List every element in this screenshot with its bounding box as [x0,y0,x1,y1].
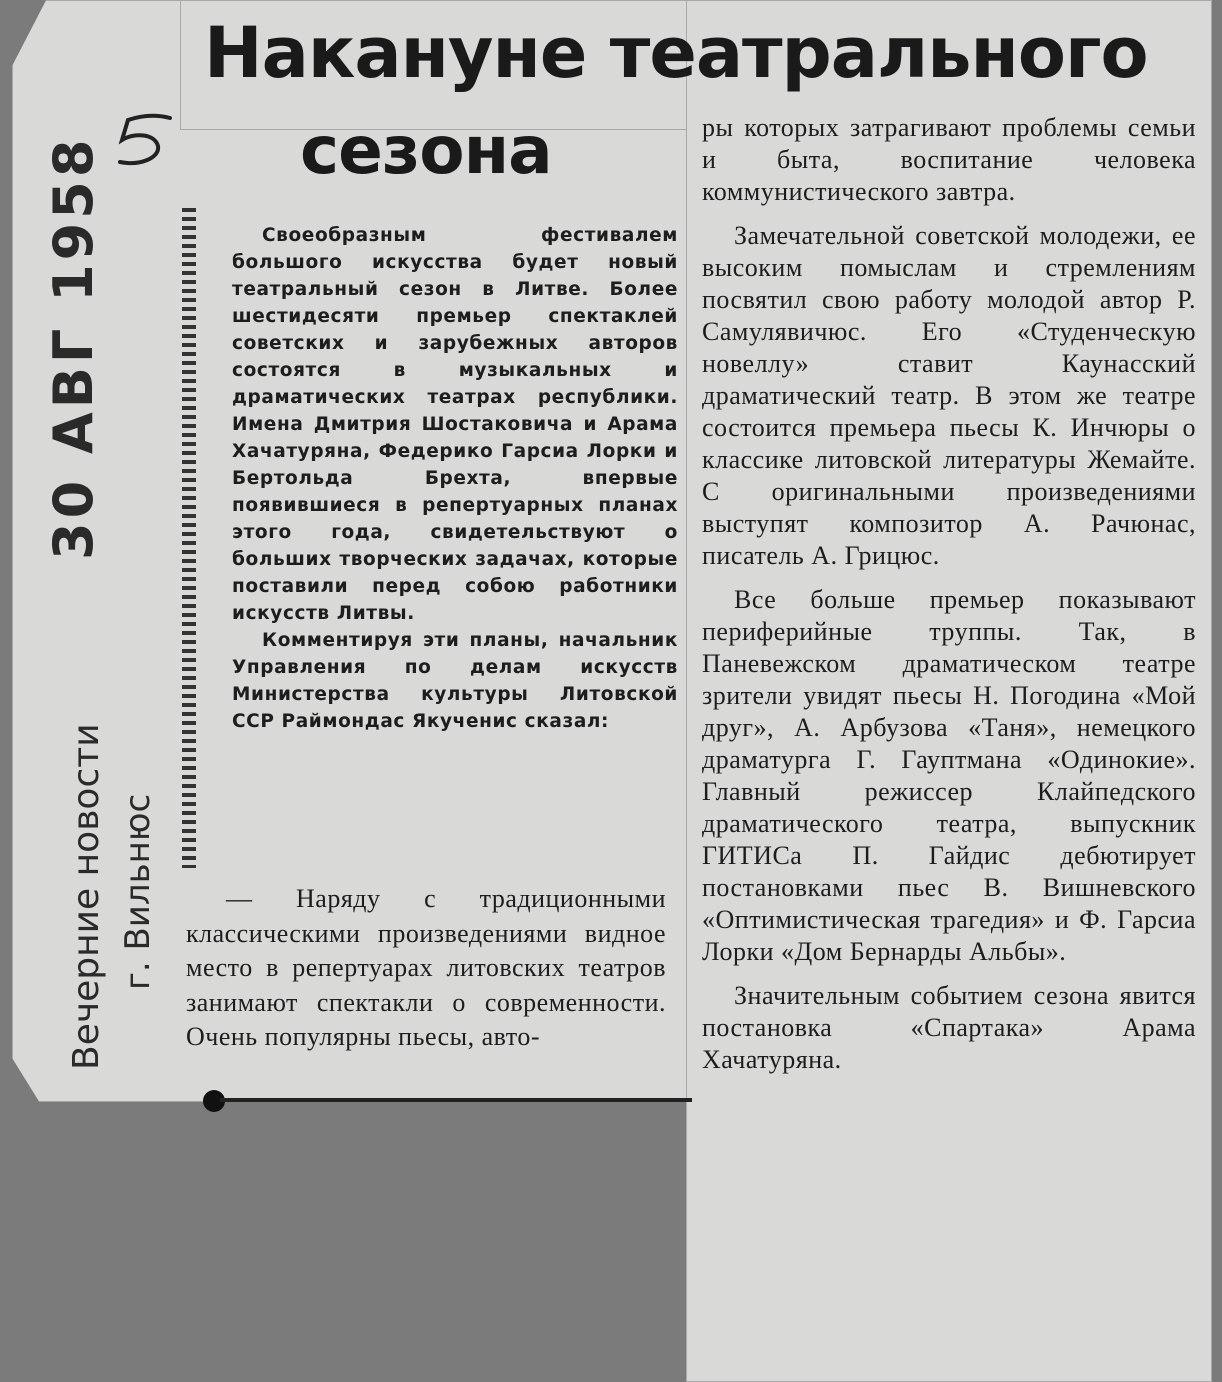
headline-line-2: сезона [300,112,552,189]
dotted-column-rule [182,208,196,868]
headline-line-1: Накануне театрального [204,12,1148,94]
lead-paragraph: Комментируя эти планы, начальник Управления по делам искусств Министерства культуры Литовской ССР Раймондас Якученис сказал: [232,630,678,732]
quote-paragraph: — Наряду с традиционными классическими произведениями видное место в репертуарах литовских театров занимают спектакли о современности. Очень популярны пьесы, авто- [186,884,666,1051]
body-paragraph: Все больше премьер показывают периферийные труппы. Так, в Паневежском драматическом театре зрители увидят пьесы Н. Погодина «Мой друг», А. Арбузова «Таня», немецкого драматурга Г. Гауптмана «Одинокие». Главный режиссер Клайпедского драматического театра, выпускник ГИТИСа П. Гайдис дебютирует постановками пьес В. Вишневского «Оптимистическая трагедия» и Ф. Гарсиа Лорки «Дом Бернарды Альбы». [702,585,1196,966]
handwritten-number-5 [100,110,180,170]
lead-text [232,222,678,735]
lead-paragraph: Своеобразным фестивалем большого искусства будет новый театральный сезон в Литве. Более шестидесяти премьер спектаклей советских и зарубежных авторов состоятся в музыкальных и драматических театрах республики. Имена Дмитрия Шостаковича и Арама Хачатуряна, Федерико Гарсиа Лорки и Бертольда Брехта, впервые появившиеся в репертуарных планах этого года, свидетельствуют о больших творческих задачах, которые поставили перед собою работники искусств Литвы. [232,225,678,624]
quote-text [186,882,666,1055]
city-stamp: г. Вильнюс [118,793,158,990]
body-paragraph: Значительным событием сезона явится постановка «Спартака» Арама Хачатуряна. [702,981,1196,1074]
right-column-text [702,112,1196,1088]
section-divider-rule [220,1098,692,1102]
newspaper-name-stamp: Вечерние новости [66,723,107,1070]
archive-date-stamp: 30 АВГ 1958 [42,135,105,560]
body-paragraph: Замечательной советской молодежи, ее высоким помыслам и стремлениям посвятил свою работу молодой автор Р. Самулявичюс. Его «Студенческую новеллу» ставит Каунасский драматический театр. В этом же театре состоится премьера пьесы К. Инчюры о классике литовской литературы Жемайте. С оригинальными произведениями выступят композитор А. Рачюнас, писатель А. Грицюс. [702,221,1196,570]
body-paragraph: ры которых затрагивают проблемы семьи и быта, воспитание человека коммунистического завтра. [702,113,1196,206]
